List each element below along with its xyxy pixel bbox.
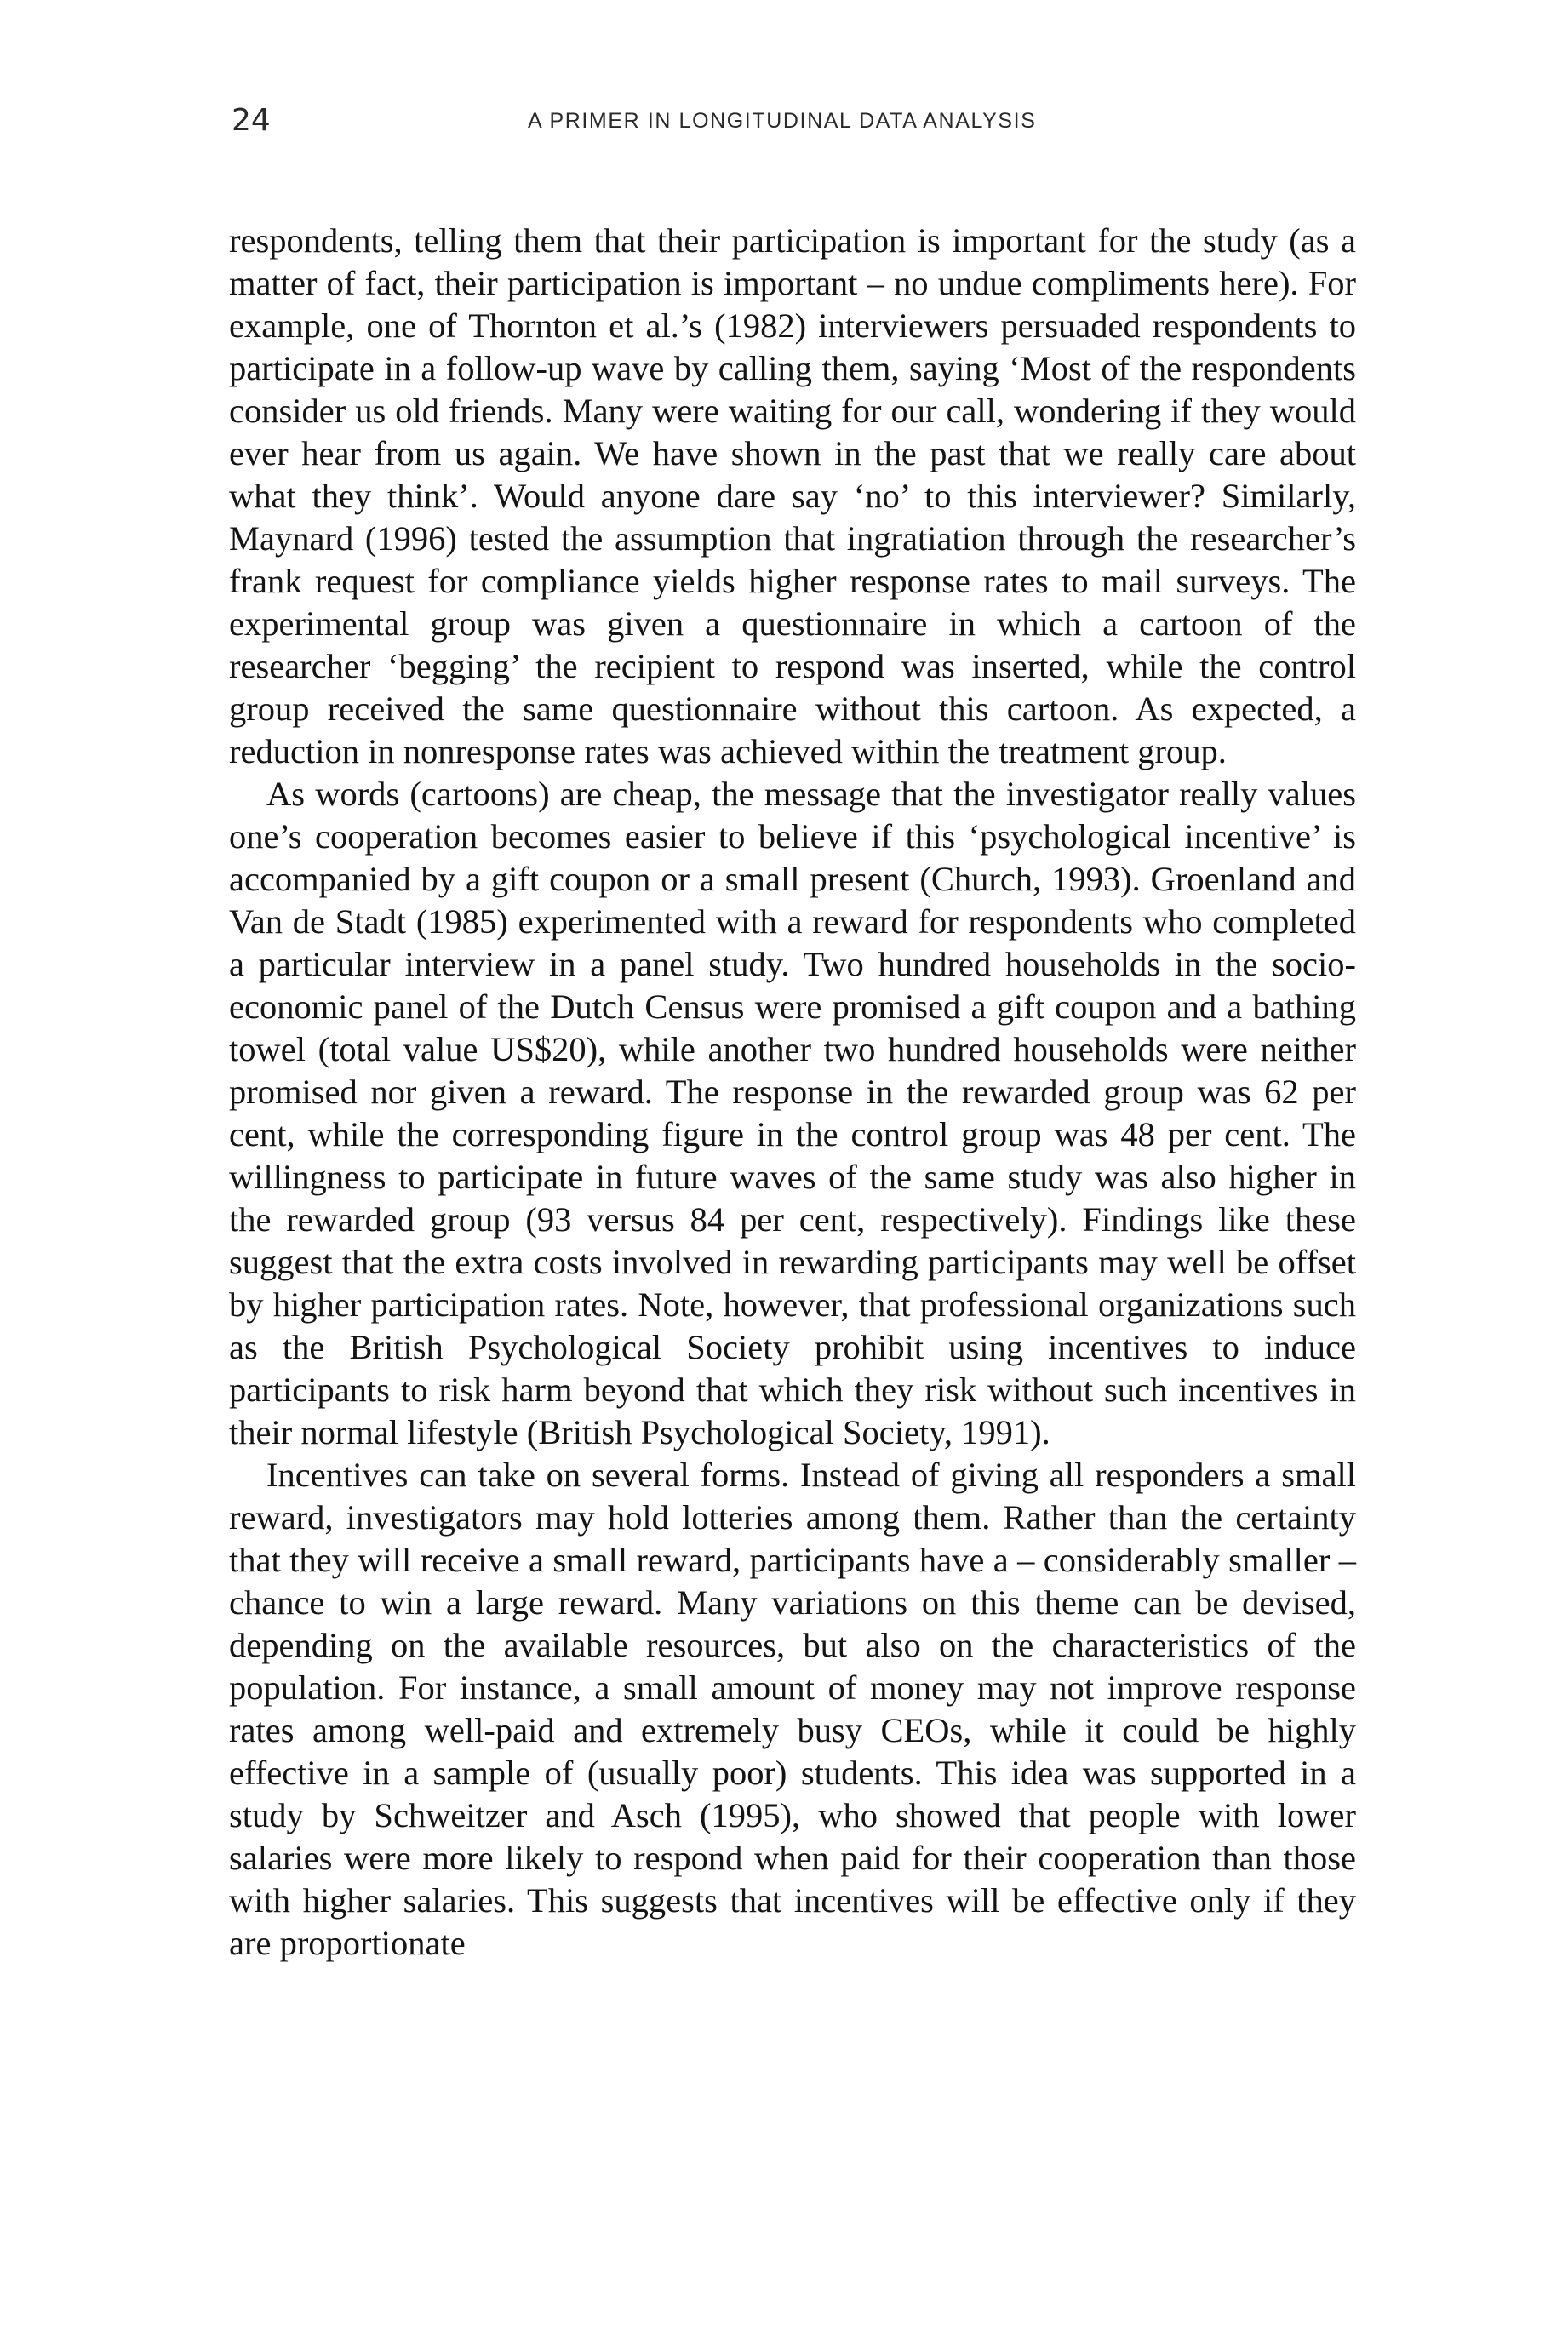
body-text: [229, 220, 1356, 1965]
paragraph-1: respondents, telling them that their participation is important for the study (as a matter of fact, their participation is important – no undue compliments here). For example, one of Thornton et al.’s (1982) interviewers persuaded respondents to participate in a follow-up wave by calling them, saying ‘Most of the respondents consider us old friends. Many were waiting for our call, wondering if they would ever hear from us again. We have shown in the past that we really care about what they think’. Would anyone dare say ‘no’ to this interviewer? Similarly, Maynard (1996) tested the assumption that ingratiation through the researcher’s frank request for compliance yields higher response rates to mail surveys. The experimental group was given a questionnaire in which a cartoon of the researcher ‘begging’ the recipient to respond was inserted, while the control group received the same questionnaire without this cartoon. As expected, a reduction in nonresponse rates was achieved within the treatment group.: [229, 221, 1356, 770]
running-head: [0, 95, 1568, 146]
paragraph-2: As words (cartoons) are cheap, the message that the investigator really values one’s cooperation becomes easier to believe if this ‘psychological incentive’ is accompanied by a gift coupon or a small present (Church, 1993). Groenland and Van de Stadt (1985) experimented with a reward for respondents who completed a particular interview in a panel study. Two hundred households in the socio-economic panel of the Dutch Census were promised a gift coupon and a bathing towel (total value US$20), while another two hundred households were neither promised nor given a reward. The response in the rewarded group was 62 per cent, while the corresponding figure in the control group was 48 per cent. The willingness to participate in future waves of the same study was also higher in the rewarded group (93 versus 84 per cent, respectively). Findings like these suggest that the extra costs involved in rewarding participants may well be offset by higher participation rates. Note, however, that professional organizations such as the British Psychological Society prohibit using incentives to induce participants to risk harm beyond that which they risk without such incentives in their normal lifestyle (British Psychological Society, 1991).: [229, 775, 1356, 1451]
page-number: 24: [232, 103, 271, 138]
running-title: A PRIMER IN LONGITUDINAL DATA ANALYSIS: [528, 109, 1037, 133]
paragraph-3: Incentives can take on several forms. Instead of giving all responders a small reward, investigators may hold lotteries among them. Rather than the certainty that they will receive a small reward, participants have a – considerably smaller – chance to win a large reward. Many variations on this theme can be devised, depending on the available resources, but also on the characteristics of the population. For instance, a small amount of money may not improve response rates among well-paid and extremely busy CEOs, while it could be highly effective in a sample of (usually poor) students. This idea was supported in a study by Schweitzer and Asch (1995), who showed that people with lower salaries were more likely to respond when paid for their cooperation than those with higher salaries. This suggests that incentives will be effective only if they are proportionate: [229, 1456, 1356, 1962]
